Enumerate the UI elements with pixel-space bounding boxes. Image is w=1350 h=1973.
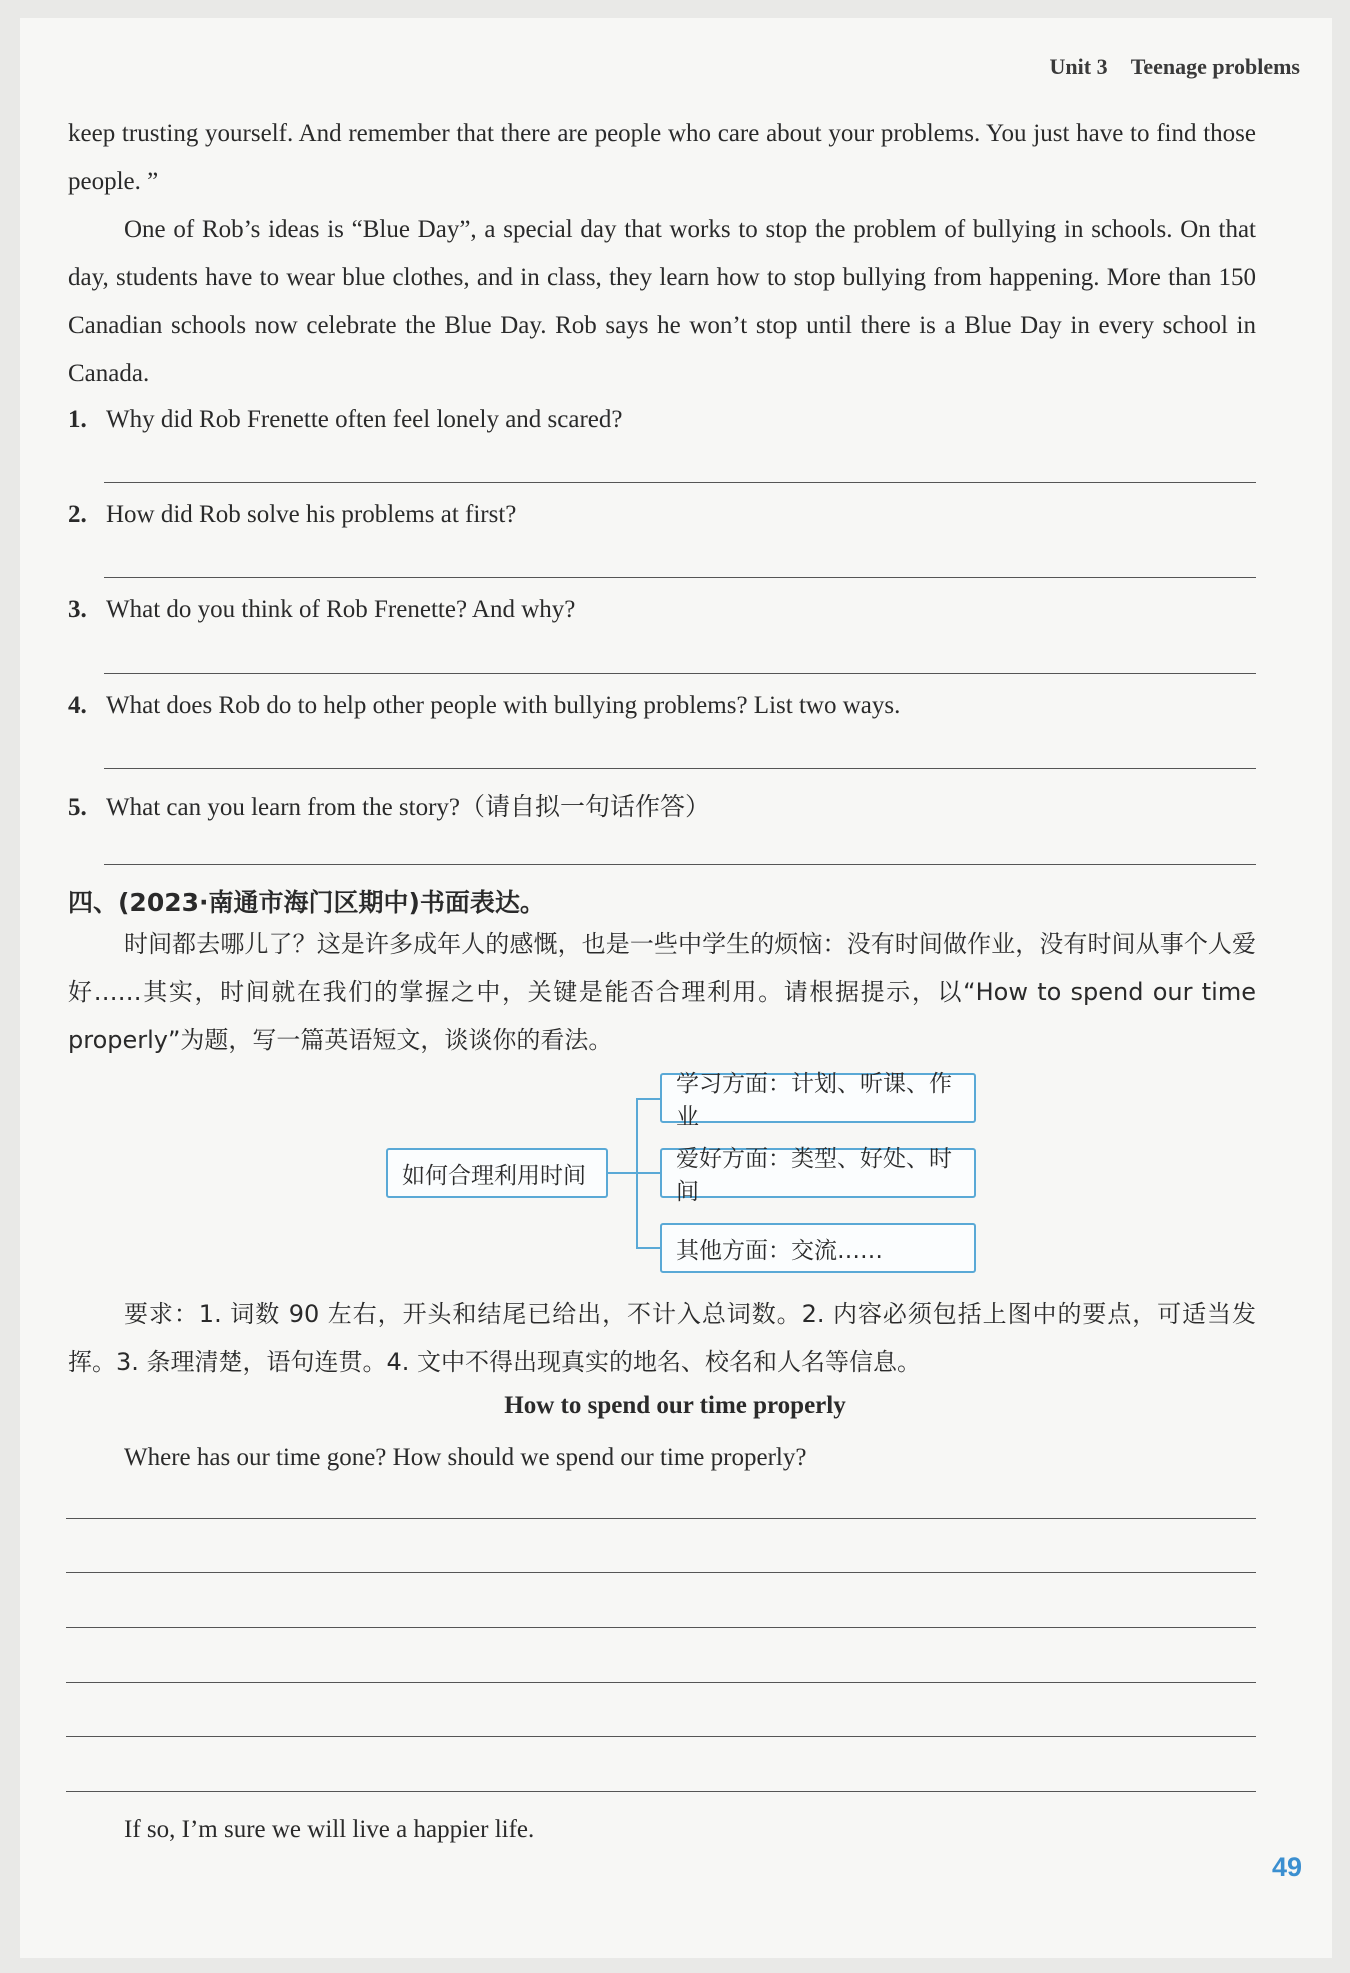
answer-line-4[interactable] [104, 768, 1256, 769]
question-5 [68, 787, 710, 823]
diagram-branch-other [660, 1223, 976, 1273]
question-1 [68, 406, 622, 434]
question-number: 1. [68, 406, 87, 433]
essay-title: How to spend our time properly [504, 1392, 846, 1419]
diagram-connector [608, 1172, 636, 1174]
diagram-connector [636, 1172, 660, 1174]
diagram-center-label: 如何合理利用时间 [402, 1162, 586, 1189]
writing-line-3[interactable] [66, 1627, 1256, 1628]
branch-label: 其他方面：交流…… [676, 1237, 883, 1264]
writing-line-2[interactable] [66, 1572, 1256, 1573]
answer-line-5[interactable] [104, 864, 1256, 865]
question-number: 4. [68, 692, 87, 719]
diagram-branch-hobby [660, 1146, 976, 1205]
question-3 [68, 596, 575, 624]
unit-topic: Teenage problems [1130, 54, 1300, 79]
answer-line-2[interactable] [104, 577, 1256, 578]
branch-label: 学习方面：计划、听课、作业 [676, 1071, 952, 1130]
question-text: What can you learn from the story?（请自拟一句话作答） [106, 794, 711, 821]
passage-paragraph-2: One of Rob’s ideas is “Blue Day”, a special day that works to stop the problem of bullying in schools. On that day, students have to wear blue clothes, and in class, they learn how to stop bullying from happening. More than 150 Canadian schools now celebrate the Blue Day. Rob says he won’t stop until there is a Blue Day in every school in Canada. [68, 216, 1256, 387]
essay-opening: Where has our time gone? How should we spend our time properly? [124, 1444, 807, 1471]
question-text: How did Rob solve his problems at first? [106, 501, 517, 528]
page-number: 49 [1271, 1852, 1302, 1882]
diagram-connector [636, 1098, 660, 1100]
diagram-branch-study [660, 1071, 976, 1130]
diagram-center-box [386, 1148, 608, 1198]
question-text: Why did Rob Frenette often feel lonely and scared? [106, 406, 623, 433]
question-number: 5. [68, 794, 87, 821]
question-number: 3. [68, 596, 87, 623]
writing-line-1[interactable] [66, 1518, 1256, 1519]
question-4 [68, 692, 900, 720]
writing-line-5[interactable] [66, 1736, 1256, 1737]
essay-closing: If so, I’m sure we will live a happier life. [124, 1816, 535, 1843]
writing-line-6[interactable] [66, 1791, 1256, 1792]
answer-line-1[interactable] [104, 482, 1256, 483]
question-text: What does Rob do to help other people with bullying problems? List two ways. [106, 692, 901, 719]
writing-requirements: 要求：1. 词数 90 左右，开头和结尾已给出，不计入总词数。2. 内容必须包括上图中的要点，可适当发挥。3. 条理清楚，语句连贯。4. 文中不得出现真实的地名、校名和人名等信息。 [68, 1300, 1256, 1376]
writing-line-4[interactable] [66, 1682, 1256, 1683]
page-header [1050, 54, 1300, 80]
section-heading: 四、(2023·南通市海门区期中)书面表达。 [68, 888, 545, 917]
question-2 [68, 501, 516, 529]
unit-label: Unit 3 [1049, 54, 1108, 79]
branch-label: 爱好方面：类型、好处、时间 [676, 1146, 952, 1205]
writing-intro: 时间都去哪儿了？这是许多成年人的感慨，也是一些中学生的烦恼：没有时间做作业，没有时间从事个人爱好……其实，时间就在我们的掌握之中，关键是能否合理利用。请根据提示，以“How to spend our time properly”为题，写一篇英语短文，谈谈你的看法。 [68, 930, 1256, 1054]
answer-line-3[interactable] [104, 673, 1256, 674]
question-text: What do you think of Rob Frenette? And why? [106, 596, 576, 623]
question-number: 2. [68, 501, 87, 528]
diagram-connector [636, 1247, 660, 1249]
passage-paragraph-1: keep trusting yourself. And remember that there are people who care about your problems. You just have to find those people. ” [68, 120, 1256, 195]
